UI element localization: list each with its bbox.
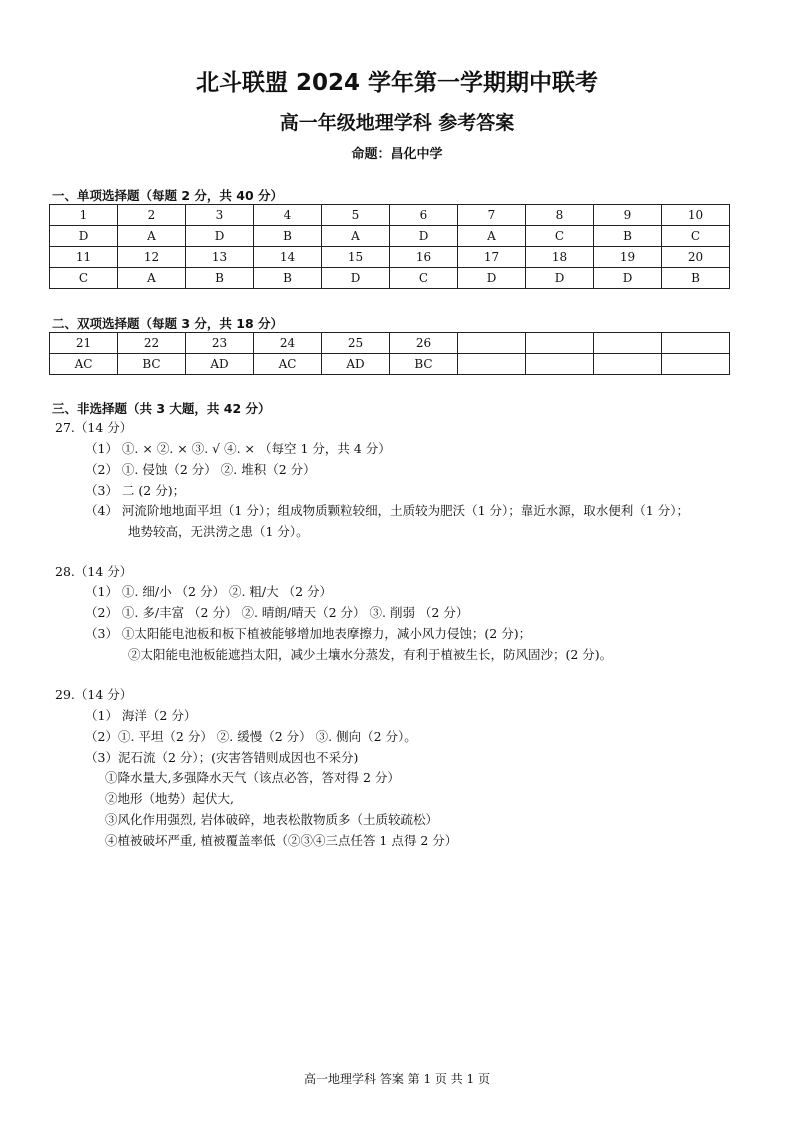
single-choice-cell: B — [594, 226, 662, 247]
single-choice-cell: B — [254, 268, 322, 289]
q29-line-5: ②地形（地势）起伏大, — [105, 791, 234, 806]
double-choice-cell — [594, 354, 662, 375]
section2-heading: 二、双项选择题（每题 3 分，共 18 分） — [52, 316, 284, 331]
single-choice-cell: 4 — [254, 205, 322, 226]
author-line: 命题：昌化中学 — [351, 147, 443, 162]
q29-line-3: （3）泥石流（2 分）；(灾害答错则成因也不采分) — [85, 750, 359, 765]
double-choice-cell: 24 — [254, 333, 322, 354]
single-choice-cell: C — [662, 226, 730, 247]
q27-line-5: 地势较高，无洪涝之患（1 分）。 — [128, 524, 309, 539]
single-choice-cell: 10 — [662, 205, 730, 226]
single-choice-cell: C — [390, 268, 458, 289]
single-choice-cell: D — [390, 226, 458, 247]
single-choice-cell: D — [526, 268, 594, 289]
double-choice-cell: AC — [254, 354, 322, 375]
single-choice-cell: 6 — [390, 205, 458, 226]
q28-line-4: ②太阳能电池板能遮挡太阳，减少土壤水分蒸发，有利于植被生长，防风固沙；(2 分)。 — [128, 647, 613, 662]
single-choice-cell: 15 — [322, 247, 390, 268]
single-choice-cell: 19 — [594, 247, 662, 268]
q27-line-4: （4） 河流阶地地面平坦（1 分）；组成物质颗粒较细，土质较为肥沃（1 分）；靠近水源，取水便利（1 分）； — [85, 503, 689, 518]
single-choice-cell: 9 — [594, 205, 662, 226]
single-choice-cell: A — [118, 226, 186, 247]
single-choice-cell: D — [458, 268, 526, 289]
double-choice-cell: BC — [390, 354, 458, 375]
double-choice-cell: AC — [50, 354, 118, 375]
single-choice-cell: 7 — [458, 205, 526, 226]
page-title: 北斗联盟 2024 学年第一学期期中联考 — [195, 70, 599, 96]
double-choice-cell — [526, 354, 594, 375]
single-choice-cell: D — [322, 268, 390, 289]
double-choice-cell — [662, 333, 730, 354]
single-choice-cell: 12 — [118, 247, 186, 268]
q28-line-3: （3） ①太阳能电池板和板下植被能够增加地表摩擦力，减小风力侵蚀；(2 分)； — [85, 626, 532, 641]
q29-line-2: （2）①. 平坦（2 分） ②. 缓慢（2 分） ③. 侧向（2 分）。 — [85, 729, 417, 744]
single-choice-cell: B — [254, 226, 322, 247]
double-choice-cell: AD — [322, 354, 390, 375]
double-choice-cell — [526, 333, 594, 354]
double-choice-cell — [594, 333, 662, 354]
q29-line-1: （1） 海洋（2 分） — [85, 708, 197, 723]
single-choice-cell: 11 — [50, 247, 118, 268]
double-choice-cell: AD — [186, 354, 254, 375]
single-choice-cell: A — [458, 226, 526, 247]
q27-label: 27.（14 分） — [55, 420, 133, 435]
single-choice-row — [50, 247, 730, 268]
single-choice-cell: C — [50, 268, 118, 289]
single-choice-cell: 3 — [186, 205, 254, 226]
single-choice-cell: A — [118, 268, 186, 289]
single-choice-cell: 2 — [118, 205, 186, 226]
double-choice-row — [50, 333, 730, 354]
single-choice-cell: B — [186, 268, 254, 289]
double-choice-cell: BC — [118, 354, 186, 375]
single-choice-row — [50, 205, 730, 226]
single-choice-cell: 8 — [526, 205, 594, 226]
single-choice-row — [50, 268, 730, 289]
single-choice-cell: 14 — [254, 247, 322, 268]
q29-line-7: ④植被破坏严重, 植被覆盖率低（②③④三点任答 1 点得 2 分） — [105, 833, 458, 848]
single-choice-row — [50, 226, 730, 247]
single-choice-cell: 1 — [50, 205, 118, 226]
page-footer: 高一地理学科 答案 第 1 页 共 1 页 — [304, 1072, 490, 1086]
q28-line-2: （2） ①. 多/丰富 （2 分） ②. 晴朗/晴天（2 分） ③. 削弱 （2 分） — [85, 605, 469, 620]
single-choice-cell: 20 — [662, 247, 730, 268]
q27-line-1: （1） ①. × ②. × ③. √ ④. × （每空 1 分，共 4 分） — [85, 441, 391, 456]
double-choice-cell — [458, 354, 526, 375]
single-choice-table — [49, 204, 730, 289]
double-choice-cell — [458, 333, 526, 354]
q27-line-3: （3） 二 (2 分)； — [85, 483, 186, 498]
double-choice-table — [49, 332, 730, 375]
q27-line-2: （2） ①. 侵蚀（2 分） ②. 堆积（2 分） — [85, 462, 316, 477]
single-choice-cell: D — [50, 226, 118, 247]
single-choice-cell: B — [662, 268, 730, 289]
double-choice-cell: 22 — [118, 333, 186, 354]
q29-label: 29.（14 分） — [55, 687, 133, 702]
q28-line-1: （1） ①. 细/小 （2 分） ②. 粗/大 （2 分） — [85, 584, 333, 599]
single-choice-cell: C — [526, 226, 594, 247]
q29-line-6: ③风化作用强烈, 岩体破碎，地表松散物质多（土质较疏松） — [105, 812, 438, 827]
single-choice-cell: 17 — [458, 247, 526, 268]
page-subtitle: 高一年级地理学科 参考答案 — [279, 112, 515, 134]
double-choice-cell: 21 — [50, 333, 118, 354]
double-choice-cell: 26 — [390, 333, 458, 354]
single-choice-cell: 18 — [526, 247, 594, 268]
section3-heading: 三、非选择题（共 3 大题，共 42 分） — [52, 401, 271, 416]
q29-line-4: ①降水量大,多强降水天气（该点必答，答对得 2 分） — [105, 770, 400, 785]
double-choice-cell: 25 — [322, 333, 390, 354]
single-choice-cell: 5 — [322, 205, 390, 226]
q28-label: 28.（14 分） — [55, 564, 133, 579]
single-choice-cell: 16 — [390, 247, 458, 268]
single-choice-cell: A — [322, 226, 390, 247]
double-choice-cell: 23 — [186, 333, 254, 354]
double-choice-cell — [662, 354, 730, 375]
single-choice-cell: D — [186, 226, 254, 247]
section1-heading: 一、单项选择题（每题 2 分，共 40 分） — [52, 188, 284, 203]
single-choice-cell: 13 — [186, 247, 254, 268]
single-choice-cell: D — [594, 268, 662, 289]
double-choice-row — [50, 354, 730, 375]
